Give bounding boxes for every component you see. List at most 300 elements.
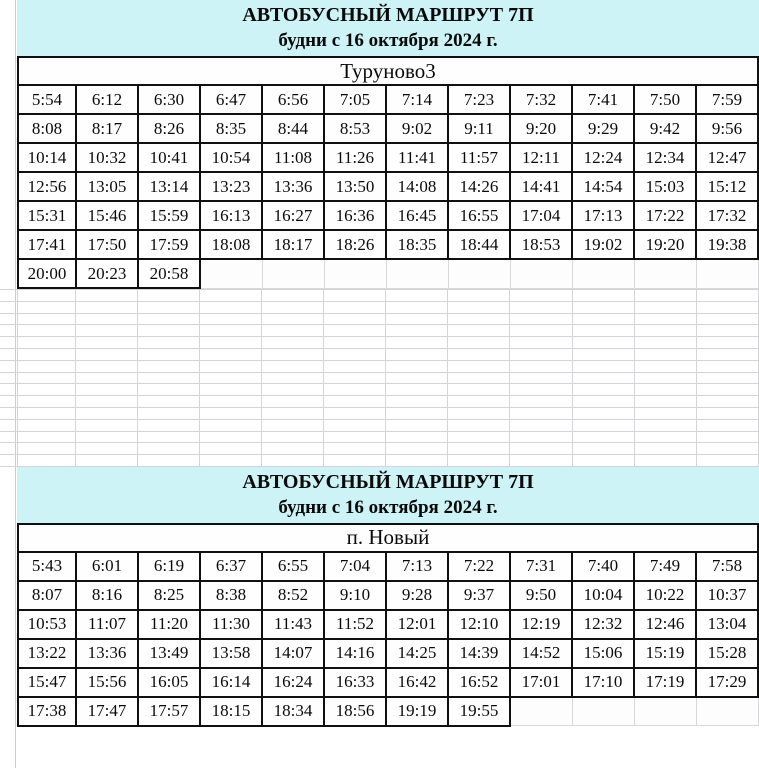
empty-grid-cell bbox=[261, 372, 323, 384]
time-cell: 17:01 bbox=[510, 668, 572, 697]
empty-grid-cell bbox=[324, 290, 386, 302]
time-cell: 17:38 bbox=[18, 697, 76, 726]
empty-grid-cell bbox=[137, 348, 199, 360]
time-cell: 16:24 bbox=[262, 668, 324, 697]
empty-grid-row bbox=[0, 407, 759, 419]
time-cell: 17:04 bbox=[510, 201, 572, 230]
empty-grid-cell bbox=[75, 348, 137, 360]
empty-grid-cell bbox=[572, 348, 634, 360]
empty-grid-cell bbox=[75, 313, 137, 325]
empty-grid-cell bbox=[510, 348, 572, 360]
time-cell: 7:04 bbox=[324, 552, 386, 581]
time-cell: 13:50 bbox=[324, 172, 386, 201]
empty-grid-cell bbox=[137, 313, 199, 325]
empty-grid-cell bbox=[448, 384, 510, 396]
empty-grid-cell bbox=[386, 313, 448, 325]
time-cell: 12:19 bbox=[510, 610, 572, 639]
time-cell: 13:36 bbox=[262, 172, 324, 201]
empty-grid-cell bbox=[17, 384, 75, 396]
empty-grid-cell bbox=[199, 313, 261, 325]
empty-grid-cell bbox=[137, 443, 199, 455]
empty-grid-cell bbox=[137, 407, 199, 419]
time-cell: 8:25 bbox=[138, 581, 200, 610]
empty-grid-cell bbox=[386, 348, 448, 360]
empty-grid-cell bbox=[572, 325, 634, 337]
time-cell: 16:05 bbox=[138, 668, 200, 697]
empty-grid-cell bbox=[75, 290, 137, 302]
time-cell: 11:43 bbox=[262, 610, 324, 639]
station-name: п. Новый bbox=[18, 524, 758, 552]
time-cell: 17:41 bbox=[18, 230, 76, 259]
empty-grid-cell bbox=[510, 313, 572, 325]
time-cell: 6:55 bbox=[262, 552, 324, 581]
empty-grid-cell bbox=[137, 360, 199, 372]
time-cell: 11:26 bbox=[324, 143, 386, 172]
empty-grid-cell bbox=[324, 407, 386, 419]
empty-grid-cell bbox=[75, 396, 137, 408]
empty-grid-cell bbox=[199, 348, 261, 360]
empty-grid-cell bbox=[510, 301, 572, 313]
time-row bbox=[18, 581, 758, 610]
time-cell: 15:47 bbox=[18, 668, 76, 697]
time-row bbox=[18, 230, 758, 259]
empty-grid-cell bbox=[17, 455, 75, 467]
empty-grid-cell bbox=[137, 301, 199, 313]
time-cell: 18:17 bbox=[262, 230, 324, 259]
time-cell: 6:56 bbox=[262, 85, 324, 114]
time-cell: 11:08 bbox=[262, 143, 324, 172]
time-cell: 12:24 bbox=[572, 143, 634, 172]
empty-grid-cell bbox=[324, 325, 386, 337]
time-cell: 7:05 bbox=[324, 85, 386, 114]
empty-grid-row bbox=[0, 431, 759, 443]
empty-grid-cell bbox=[696, 348, 758, 360]
empty-grid-cell bbox=[0, 348, 17, 360]
empty-grid-cell bbox=[17, 313, 75, 325]
time-cell: 5:54 bbox=[18, 85, 76, 114]
empty-grid-cell bbox=[17, 443, 75, 455]
empty-grid-cell bbox=[199, 290, 261, 302]
time-cell: 9:02 bbox=[386, 114, 448, 143]
time-cell: 15:59 bbox=[138, 201, 200, 230]
empty-grid-cell bbox=[448, 396, 510, 408]
empty-grid-cell bbox=[0, 360, 17, 372]
validity-subtitle: будни с 16 октября 2024 г. bbox=[278, 30, 498, 51]
schedule-section-turunovo bbox=[17, 0, 759, 289]
time-cell: 16:55 bbox=[448, 201, 510, 230]
empty-grid-cell bbox=[510, 431, 572, 443]
empty-grid-cell bbox=[696, 301, 758, 313]
time-cell: 6:47 bbox=[200, 85, 262, 114]
time-cell: 9:37 bbox=[448, 581, 510, 610]
schedule-content bbox=[17, 0, 759, 727]
time-cell: 11:52 bbox=[324, 610, 386, 639]
empty-grid-cell bbox=[572, 396, 634, 408]
empty-grid-cell bbox=[324, 337, 386, 349]
empty-grid-cell bbox=[696, 455, 758, 467]
empty-grid-cell bbox=[572, 407, 634, 419]
time-cell: 15:28 bbox=[696, 639, 758, 668]
validity-subtitle: будни с 16 октября 2024 г. bbox=[278, 496, 498, 518]
empty-grid-cell bbox=[448, 407, 510, 419]
empty-grid-cell bbox=[0, 384, 17, 396]
empty-grid-cell bbox=[261, 301, 323, 313]
empty-grid-cell bbox=[572, 372, 634, 384]
empty-grid-cell bbox=[0, 337, 17, 349]
empty-grid-cell bbox=[199, 396, 261, 408]
empty-grid-cell bbox=[572, 443, 634, 455]
empty-grid-cell bbox=[386, 443, 448, 455]
time-cell: 16:42 bbox=[386, 668, 448, 697]
time-cell: 18:34 bbox=[262, 697, 324, 726]
empty-grid-row bbox=[0, 337, 759, 349]
time-cell: 18:08 bbox=[200, 230, 262, 259]
empty-grid-row bbox=[0, 384, 759, 396]
time-cell: 15:19 bbox=[634, 639, 696, 668]
empty-grid-cell bbox=[261, 360, 323, 372]
time-cell: 10:14 bbox=[18, 143, 76, 172]
empty-grid-cell bbox=[510, 407, 572, 419]
empty-grid-cell bbox=[199, 384, 261, 396]
empty-grid-row bbox=[0, 301, 759, 313]
time-cell: 20:58 bbox=[138, 259, 200, 288]
time-cell: 13:14 bbox=[138, 172, 200, 201]
empty-grid-cell bbox=[261, 431, 323, 443]
empty-grid-cell bbox=[261, 455, 323, 467]
empty-grid-cell bbox=[510, 290, 572, 302]
empty-grid-cell bbox=[448, 301, 510, 313]
time-cell: 20:00 bbox=[18, 259, 76, 288]
empty-grid-cell bbox=[448, 337, 510, 349]
time-cell: 8:35 bbox=[200, 114, 262, 143]
empty-grid-cell bbox=[448, 455, 510, 467]
empty-grid-cell bbox=[261, 396, 323, 408]
empty-grid-cell bbox=[448, 360, 510, 372]
empty-grid-cell bbox=[696, 372, 758, 384]
time-cell: 9:10 bbox=[324, 581, 386, 610]
time-cell: 10:41 bbox=[138, 143, 200, 172]
empty-grid-cell bbox=[634, 384, 696, 396]
blank-cell bbox=[510, 259, 572, 288]
empty-grid-cell bbox=[634, 313, 696, 325]
time-cell: 10:04 bbox=[572, 581, 634, 610]
schedule-header bbox=[17, 0, 759, 56]
empty-grid-cell bbox=[199, 325, 261, 337]
empty-grid-cell bbox=[137, 372, 199, 384]
empty-grid-cell bbox=[17, 372, 75, 384]
empty-grid-cell bbox=[448, 372, 510, 384]
blank-cell bbox=[262, 259, 324, 288]
time-cell: 9:56 bbox=[696, 114, 758, 143]
empty-grid-cell bbox=[17, 290, 75, 302]
blank-cell bbox=[386, 259, 448, 288]
empty-grid-cell bbox=[448, 290, 510, 302]
empty-grid-cell bbox=[324, 348, 386, 360]
empty-grid-cell bbox=[75, 301, 137, 313]
empty-grid-row bbox=[0, 360, 759, 372]
time-cell: 12:46 bbox=[634, 610, 696, 639]
empty-grid-cell bbox=[199, 301, 261, 313]
empty-grid-cell bbox=[199, 455, 261, 467]
empty-grid-cell bbox=[386, 290, 448, 302]
empty-grid-cell bbox=[696, 290, 758, 302]
empty-grid-cell bbox=[137, 384, 199, 396]
time-cell: 16:36 bbox=[324, 201, 386, 230]
empty-grid-cell bbox=[75, 384, 137, 396]
empty-grid-cell bbox=[75, 419, 137, 431]
time-cell: 12:56 bbox=[18, 172, 76, 201]
empty-grid-cell bbox=[324, 372, 386, 384]
time-cell: 17:22 bbox=[634, 201, 696, 230]
blank-cell bbox=[324, 259, 386, 288]
time-row bbox=[18, 143, 758, 172]
time-row bbox=[18, 552, 758, 581]
time-cell: 19:38 bbox=[696, 230, 758, 259]
time-cell: 11:07 bbox=[76, 610, 138, 639]
empty-grid-cell bbox=[137, 290, 199, 302]
time-cell: 7:31 bbox=[510, 552, 572, 581]
station-row bbox=[18, 524, 758, 552]
empty-grid-cell bbox=[0, 431, 17, 443]
time-cell: 19:02 bbox=[572, 230, 634, 259]
empty-grid-cell bbox=[75, 337, 137, 349]
station-name: Туруново3 bbox=[18, 57, 758, 85]
time-cell: 10:22 bbox=[634, 581, 696, 610]
empty-grid-cell bbox=[17, 396, 75, 408]
empty-grid-cell bbox=[261, 407, 323, 419]
time-cell: 17:57 bbox=[138, 697, 200, 726]
empty-grid-row bbox=[0, 455, 759, 467]
empty-grid-cell bbox=[696, 384, 758, 396]
time-cell: 7:23 bbox=[448, 85, 510, 114]
empty-grid-row bbox=[0, 313, 759, 325]
time-cell: 7:14 bbox=[386, 85, 448, 114]
empty-grid-cell bbox=[448, 348, 510, 360]
empty-grid-cell bbox=[75, 443, 137, 455]
time-cell: 6:19 bbox=[138, 552, 200, 581]
time-cell: 11:20 bbox=[138, 610, 200, 639]
empty-grid-cell bbox=[448, 325, 510, 337]
empty-grid-cell bbox=[0, 372, 17, 384]
empty-grid-cell bbox=[448, 431, 510, 443]
empty-grid-cell bbox=[199, 360, 261, 372]
time-row bbox=[18, 85, 758, 114]
empty-grid-cell bbox=[696, 337, 758, 349]
time-cell: 8:16 bbox=[76, 581, 138, 610]
time-cell: 17:19 bbox=[634, 668, 696, 697]
empty-grid-cell bbox=[261, 443, 323, 455]
time-cell: 7:59 bbox=[696, 85, 758, 114]
empty-grid-cell bbox=[137, 431, 199, 443]
empty-grid-cell bbox=[386, 301, 448, 313]
empty-grid-row bbox=[0, 325, 759, 337]
route-title: АВТОБУСНЫЙ МАРШРУТ 7П bbox=[242, 4, 534, 26]
empty-grid-cell bbox=[634, 290, 696, 302]
time-cell: 8:52 bbox=[262, 581, 324, 610]
empty-grid-cell bbox=[75, 407, 137, 419]
empty-grid-cell bbox=[75, 455, 137, 467]
empty-grid-cell bbox=[510, 360, 572, 372]
empty-grid-cell bbox=[572, 455, 634, 467]
empty-grid-row bbox=[0, 290, 759, 302]
empty-grid-cell bbox=[634, 443, 696, 455]
time-cell: 11:41 bbox=[386, 143, 448, 172]
timetable-turunovo bbox=[17, 56, 759, 289]
time-cell: 13:04 bbox=[696, 610, 758, 639]
time-row bbox=[18, 114, 758, 143]
empty-grid-cell bbox=[324, 384, 386, 396]
time-cell: 8:26 bbox=[138, 114, 200, 143]
time-cell: 14:26 bbox=[448, 172, 510, 201]
empty-grid-cell bbox=[261, 325, 323, 337]
schedule-header bbox=[17, 467, 759, 523]
time-cell: 12:32 bbox=[572, 610, 634, 639]
empty-grid-cell bbox=[17, 407, 75, 419]
time-cell: 15:03 bbox=[634, 172, 696, 201]
time-cell: 12:01 bbox=[386, 610, 448, 639]
empty-grid-cell bbox=[448, 443, 510, 455]
time-cell: 6:30 bbox=[138, 85, 200, 114]
time-cell: 8:44 bbox=[262, 114, 324, 143]
time-cell: 16:33 bbox=[324, 668, 386, 697]
empty-grid-cell bbox=[199, 431, 261, 443]
time-cell: 7:22 bbox=[448, 552, 510, 581]
empty-grid-cell bbox=[0, 419, 17, 431]
empty-grid-cell bbox=[510, 396, 572, 408]
time-cell: 7:50 bbox=[634, 85, 696, 114]
empty-grid-cell bbox=[386, 431, 448, 443]
empty-grid-cell bbox=[0, 443, 17, 455]
empty-grid-cell bbox=[510, 337, 572, 349]
time-cell: 10:53 bbox=[18, 610, 76, 639]
blank-cell bbox=[634, 259, 696, 288]
empty-grid-cell bbox=[634, 431, 696, 443]
blank-cell bbox=[200, 259, 262, 288]
empty-grid-cell bbox=[137, 455, 199, 467]
empty-grid-cell bbox=[261, 384, 323, 396]
time-row bbox=[18, 610, 758, 639]
time-cell: 16:13 bbox=[200, 201, 262, 230]
empty-grid-cell bbox=[0, 313, 17, 325]
empty-grid-cell bbox=[634, 419, 696, 431]
blank-cell bbox=[634, 697, 696, 726]
time-cell: 7:13 bbox=[386, 552, 448, 581]
empty-grid-cell bbox=[696, 313, 758, 325]
time-cell: 13:22 bbox=[18, 639, 76, 668]
empty-grid-cell bbox=[634, 372, 696, 384]
time-cell: 13:36 bbox=[76, 639, 138, 668]
empty-grid-cell bbox=[572, 360, 634, 372]
empty-grid-cell bbox=[137, 396, 199, 408]
empty-grid-cell bbox=[199, 372, 261, 384]
time-cell: 9:20 bbox=[510, 114, 572, 143]
empty-grid-cell bbox=[634, 348, 696, 360]
empty-grid-cell bbox=[324, 301, 386, 313]
empty-grid-cell bbox=[75, 360, 137, 372]
time-cell: 6:12 bbox=[76, 85, 138, 114]
empty-grid-cell bbox=[510, 419, 572, 431]
empty-grid-cell bbox=[572, 313, 634, 325]
empty-grid-cell bbox=[572, 384, 634, 396]
empty-grid-cell bbox=[572, 290, 634, 302]
time-cell: 6:01 bbox=[76, 552, 138, 581]
blank-cell bbox=[510, 697, 572, 726]
time-cell: 8:08 bbox=[18, 114, 76, 143]
time-cell: 17:10 bbox=[572, 668, 634, 697]
empty-grid-cell bbox=[261, 348, 323, 360]
time-cell: 15:12 bbox=[696, 172, 758, 201]
empty-grid-cell bbox=[386, 455, 448, 467]
time-cell: 18:56 bbox=[324, 697, 386, 726]
empty-grid-cell bbox=[324, 443, 386, 455]
empty-grid-cell bbox=[261, 419, 323, 431]
time-cell: 17:47 bbox=[76, 697, 138, 726]
empty-grid-cell bbox=[634, 396, 696, 408]
empty-grid-cell bbox=[137, 419, 199, 431]
empty-grid-cell bbox=[17, 419, 75, 431]
empty-grid-cell bbox=[17, 301, 75, 313]
empty-grid-cell bbox=[386, 360, 448, 372]
time-cell: 18:44 bbox=[448, 230, 510, 259]
time-cell: 8:53 bbox=[324, 114, 386, 143]
empty-grid-cell bbox=[510, 372, 572, 384]
time-cell: 18:26 bbox=[324, 230, 386, 259]
empty-spreadsheet-grid bbox=[0, 289, 759, 467]
time-cell: 15:46 bbox=[76, 201, 138, 230]
time-cell: 9:29 bbox=[572, 114, 634, 143]
empty-grid-cell bbox=[324, 419, 386, 431]
route-title: АВТОБУСНЫЙ МАРШРУТ 7П bbox=[242, 470, 534, 493]
time-cell: 6:37 bbox=[200, 552, 262, 581]
time-row bbox=[18, 259, 758, 288]
empty-grid-cell bbox=[572, 301, 634, 313]
empty-grid-cell bbox=[696, 419, 758, 431]
time-cell: 13:58 bbox=[200, 639, 262, 668]
schedule-section-novy bbox=[17, 467, 759, 727]
time-cell: 16:45 bbox=[386, 201, 448, 230]
time-cell: 12:47 bbox=[696, 143, 758, 172]
empty-grid-cell bbox=[386, 407, 448, 419]
empty-grid-cell bbox=[696, 396, 758, 408]
time-cell: 11:57 bbox=[448, 143, 510, 172]
time-cell: 13:49 bbox=[138, 639, 200, 668]
time-cell: 18:53 bbox=[510, 230, 572, 259]
empty-grid-cell bbox=[17, 348, 75, 360]
time-cell: 19:19 bbox=[386, 697, 448, 726]
empty-grid-cell bbox=[75, 325, 137, 337]
empty-grid-cell bbox=[386, 384, 448, 396]
time-cell: 15:56 bbox=[76, 668, 138, 697]
time-cell: 17:59 bbox=[138, 230, 200, 259]
empty-grid-cell bbox=[696, 325, 758, 337]
empty-grid-cell bbox=[0, 301, 17, 313]
time-cell: 19:20 bbox=[634, 230, 696, 259]
time-cell: 17:29 bbox=[696, 668, 758, 697]
time-cell: 7:41 bbox=[572, 85, 634, 114]
empty-grid-cell bbox=[199, 337, 261, 349]
empty-grid-cell bbox=[386, 396, 448, 408]
empty-grid-row bbox=[0, 443, 759, 455]
time-cell: 16:14 bbox=[200, 668, 262, 697]
empty-grid-cell bbox=[696, 407, 758, 419]
empty-grid-cell bbox=[324, 313, 386, 325]
empty-grid-cell bbox=[572, 419, 634, 431]
empty-grid-cell bbox=[17, 325, 75, 337]
empty-grid-cell bbox=[510, 443, 572, 455]
time-cell: 7:32 bbox=[510, 85, 572, 114]
time-cell: 18:15 bbox=[200, 697, 262, 726]
time-cell: 16:52 bbox=[448, 668, 510, 697]
